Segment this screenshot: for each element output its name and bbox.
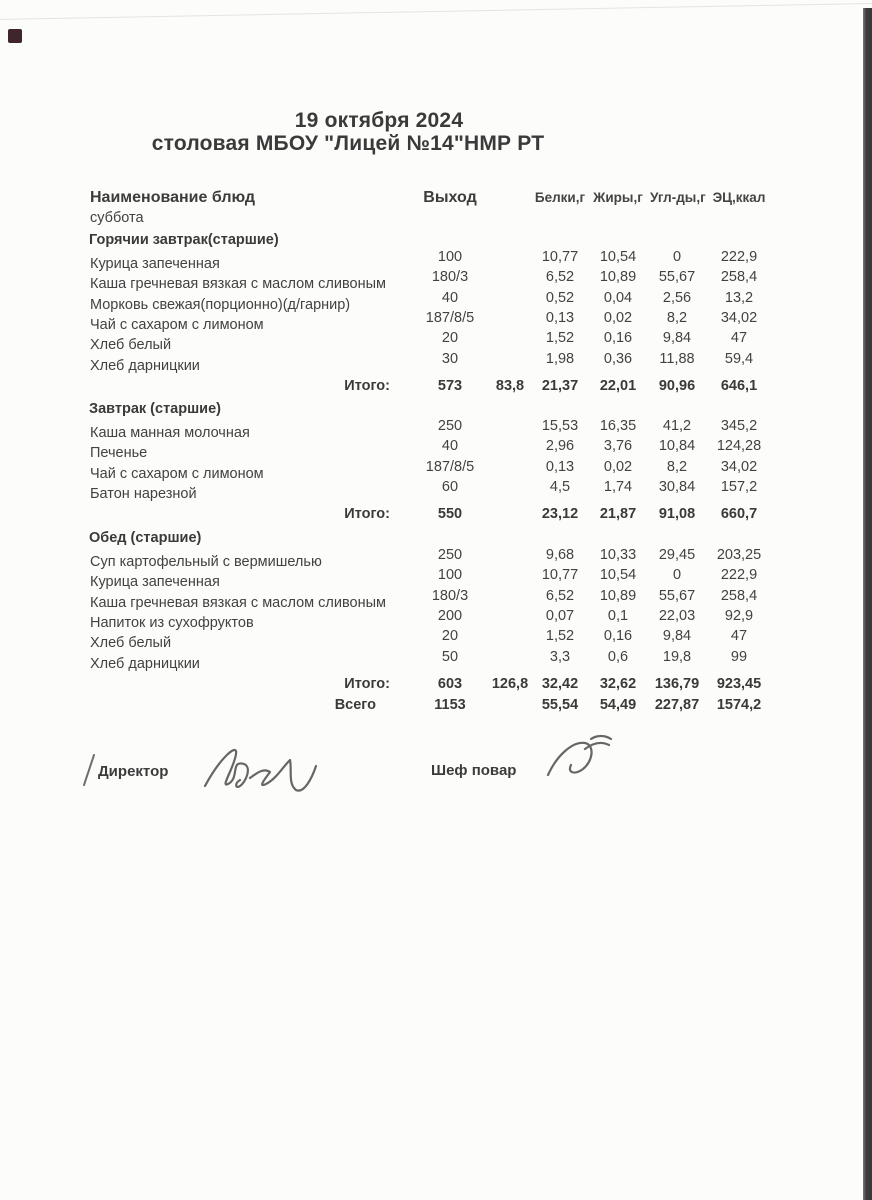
dish-belki: 0,13 <box>545 458 575 475</box>
dish-ec: 34,02 <box>720 310 758 327</box>
total-belki: 23,12 <box>541 506 579 523</box>
dish-zhiry: 0,36 <box>603 350 633 367</box>
dish-name: Каша манная молочная <box>90 424 250 441</box>
dish-name: Напиток из сухофруктов <box>90 615 254 632</box>
dish-belki: 1,52 <box>545 628 575 645</box>
total-label: Итого: <box>344 506 390 523</box>
dish-zhiry: 10,54 <box>599 567 637 584</box>
dish-ec: 258,4 <box>720 269 758 286</box>
dish-name: Хлеб дарницкии <box>90 655 200 672</box>
dish-name: Морковь свежая(порционно)(д/гарнир) <box>90 296 351 313</box>
dish-ugl: 8,2 <box>666 458 688 475</box>
pen-slash-mark <box>80 752 100 788</box>
dish-ec: 92,9 <box>724 608 754 625</box>
dish-row <box>88 479 774 503</box>
dish-name: Курица запеченная <box>90 574 220 591</box>
dish-ugl: 0 <box>672 248 682 265</box>
section-title: Горячии завтрак(старшие) <box>89 232 279 248</box>
dish-belki: 2,96 <box>545 438 575 455</box>
dish-zhiry: 10,89 <box>599 587 637 604</box>
dish-belki: 10,77 <box>541 248 579 265</box>
dish-zhiry: 0,02 <box>603 458 633 475</box>
dish-zhiry: 10,33 <box>599 546 637 563</box>
page-title-date: 19 октября 2024 <box>294 109 464 132</box>
dish-vyhod: 30 <box>441 350 459 367</box>
section-lunch <box>88 529 774 714</box>
dish-ugl: 8,2 <box>666 310 688 327</box>
dish-ec: 345,2 <box>720 417 758 434</box>
dish-ugl: 30,84 <box>658 479 696 496</box>
dish-ugl: 55,67 <box>658 269 696 286</box>
dish-ugl: 55,67 <box>658 587 696 604</box>
dish-zhiry: 10,89 <box>599 269 637 286</box>
dish-ec: 47 <box>730 628 748 645</box>
dish-zhiry: 10,54 <box>599 248 637 265</box>
dish-row <box>88 350 774 374</box>
dish-vyhod: 20 <box>441 330 459 347</box>
column-header-ugl: Угл-ды,г <box>650 190 706 206</box>
dish-ugl: 0 <box>672 567 682 584</box>
dish-ugl: 9,84 <box>662 330 692 347</box>
total-ugl: 136,79 <box>654 676 700 693</box>
dish-ugl: 2,56 <box>662 289 692 306</box>
section-total-row <box>88 503 774 523</box>
total-ugl: 91,08 <box>658 506 696 523</box>
director-label: Директор <box>98 763 169 780</box>
dish-vyhod: 40 <box>441 438 459 455</box>
dish-name: Хлеб дарницкии <box>90 357 200 374</box>
dish-belki: 6,52 <box>545 269 575 286</box>
dish-ec: 124,28 <box>716 438 762 455</box>
dish-belki: 0,07 <box>545 608 575 625</box>
total-ec: 923,45 <box>716 676 762 693</box>
total-ec: 646,1 <box>720 378 758 395</box>
dish-ec: 99 <box>730 648 748 665</box>
dish-ugl: 41,2 <box>662 417 692 434</box>
total-vyhod: 603 <box>437 676 463 693</box>
dish-vyhod: 50 <box>441 648 459 665</box>
section-title: Завтрак (старшие) <box>89 401 221 417</box>
total-vyhod: 573 <box>437 378 463 395</box>
director-signature <box>200 738 330 798</box>
column-header-name: Наименование блюд <box>90 189 256 207</box>
dish-vyhod: 60 <box>441 479 459 496</box>
dish-name: Чай с сахаром с лимоном <box>90 317 264 334</box>
dish-ugl: 10,84 <box>658 438 696 455</box>
dish-vyhod: 250 <box>437 417 463 434</box>
paper-edge-line <box>0 3 872 20</box>
total-label: Итого: <box>344 378 390 395</box>
dish-vyhod: 20 <box>441 628 459 645</box>
dish-belki: 3,3 <box>549 648 571 665</box>
grand-total-ec: 1574,2 <box>716 696 762 713</box>
dish-belki: 0,13 <box>545 310 575 327</box>
dish-ec: 13,2 <box>724 289 754 306</box>
dish-ugl: 11,88 <box>659 350 695 367</box>
dish-zhiry: 3,76 <box>603 438 633 455</box>
dish-name: Хлеб белый <box>90 635 172 652</box>
dish-zhiry: 0,1 <box>607 608 629 625</box>
dish-zhiry: 0,16 <box>603 330 633 347</box>
total-zhiry: 22,01 <box>599 378 637 395</box>
dish-name: Каша гречневая вязкая с маслом сливоным <box>90 276 386 293</box>
dish-ec: 59,4 <box>724 350 754 367</box>
dish-zhiry: 0,04 <box>603 289 633 306</box>
dish-name: Курица запеченная <box>90 255 220 272</box>
total-label: Итого: <box>344 676 390 693</box>
dish-vyhod: 100 <box>437 248 463 265</box>
dish-ec: 47 <box>730 330 748 347</box>
dish-vyhod: 40 <box>441 289 459 306</box>
dish-belki: 6,52 <box>545 587 575 604</box>
total-belki: 21,37 <box>541 378 579 395</box>
scan-artifact-square <box>8 29 22 43</box>
dish-zhiry: 16,35 <box>599 417 637 434</box>
dish-zhiry: 0,16 <box>603 628 633 645</box>
dish-vyhod: 250 <box>437 546 463 563</box>
dish-vyhod: 200 <box>437 608 463 625</box>
column-header-belki: Белки,г <box>534 190 586 206</box>
chef-label: Шеф повар <box>431 762 517 779</box>
dish-zhiry: 0,02 <box>603 310 633 327</box>
table-header-row <box>88 187 774 207</box>
dish-ec: 258,4 <box>720 587 758 604</box>
section-title: Обед (старшие) <box>89 530 202 546</box>
dish-ugl: 9,84 <box>662 628 692 645</box>
section-breakfast <box>88 400 774 523</box>
total-zhiry: 21,87 <box>599 506 637 523</box>
dish-name: Печенье <box>90 445 148 462</box>
dish-belki: 0,52 <box>545 289 575 306</box>
dish-ec: 222,9 <box>720 248 758 265</box>
dish-belki: 1,52 <box>545 330 575 347</box>
dish-ugl: 22,03 <box>658 608 696 625</box>
column-header-zhiry: Жиры,г <box>593 190 643 206</box>
grand-total-row <box>88 693 774 713</box>
dish-ec: 222,9 <box>720 567 758 584</box>
dish-vyhod: 187/8/5 <box>425 310 475 327</box>
section-hot-breakfast <box>88 231 774 395</box>
dish-name: Суп картофельный с вермишелью <box>90 553 322 570</box>
dish-belki: 10,77 <box>541 567 579 584</box>
dish-belki: 9,68 <box>545 546 575 563</box>
grand-total-vyhod: 1153 <box>434 696 466 713</box>
dish-ugl: 19,8 <box>662 648 692 665</box>
dish-vyhod: 100 <box>437 567 463 584</box>
dish-name: Каша гречневая вязкая с маслом сливоным <box>90 594 386 611</box>
dish-vyhod: 180/3 <box>431 587 469 604</box>
dish-row <box>88 648 774 672</box>
total-ugl: 90,96 <box>658 378 696 395</box>
total-vyhod: 550 <box>437 506 463 523</box>
dish-vyhod: 187/8/5 <box>425 458 475 475</box>
grand-total-belki: 55,54 <box>541 696 579 713</box>
dish-ec: 157,2 <box>720 479 758 496</box>
dish-ec: 34,02 <box>720 458 758 475</box>
day-label: суббота <box>90 210 144 226</box>
dish-name: Чай с сахаром с лимоном <box>90 465 264 482</box>
dish-zhiry: 1,74 <box>603 479 633 496</box>
dish-ec: 203,25 <box>716 546 762 563</box>
grand-total-label: Всего <box>334 696 376 713</box>
total-belki: 32,42 <box>541 676 579 693</box>
column-header-vyhod: Выход <box>423 189 477 207</box>
total-cost: 83,8 <box>495 378 525 395</box>
total-zhiry: 32,62 <box>599 676 637 693</box>
dish-zhiry: 0,6 <box>607 648 629 665</box>
section-total-row <box>88 375 774 395</box>
column-header-ec: ЭЦ,ккал <box>712 190 766 206</box>
dish-name: Батон нарезной <box>90 486 197 503</box>
dish-vyhod: 180/3 <box>431 269 469 286</box>
dish-belki: 15,53 <box>541 417 579 434</box>
dish-ugl: 29,45 <box>658 546 696 563</box>
grand-total-zhiry: 54,49 <box>599 696 637 713</box>
page-title-school: столовая МБОУ "Лицей №14"НМР РТ <box>151 132 545 155</box>
section-total-row <box>88 673 774 693</box>
dish-belki: 1,98 <box>545 350 575 367</box>
total-ec: 660,7 <box>720 506 758 523</box>
total-cost: 126,8 <box>491 676 529 693</box>
dish-belki: 4,5 <box>549 479 571 496</box>
grand-total-ugl: 227,87 <box>654 696 700 713</box>
dish-name: Хлеб белый <box>90 337 172 354</box>
chef-signature <box>543 733 621 785</box>
scanner-edge-strip <box>863 8 872 1200</box>
